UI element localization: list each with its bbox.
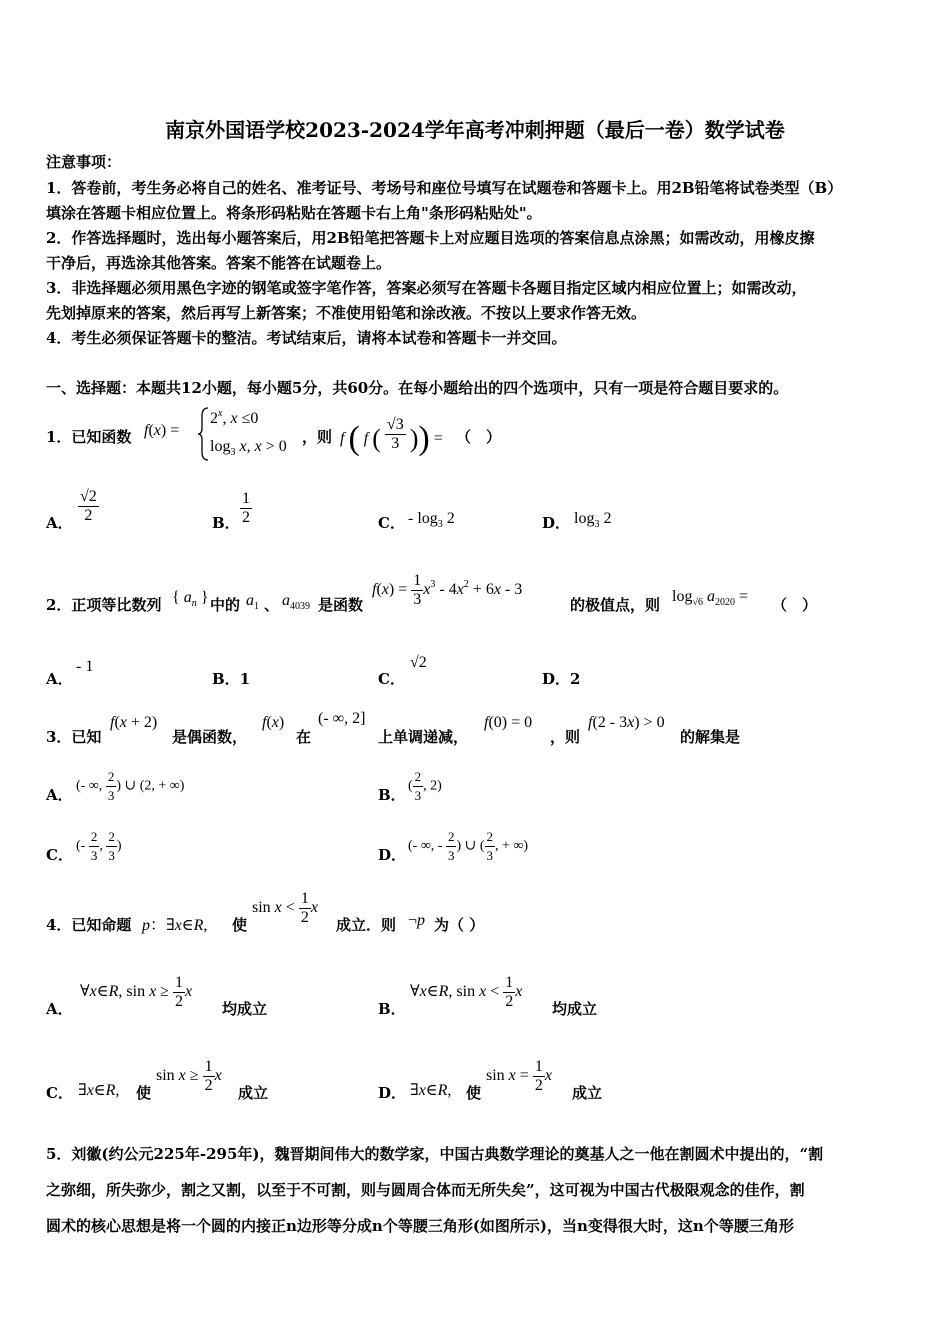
q4-option-b-label: B． [378, 1000, 406, 1018]
notice-line: 先划掉原来的答案，然后再写上新答案；不准使用铅笔和涂改液。不按以上要求作答无效。 [46, 304, 647, 322]
q3-text: 在 [296, 728, 312, 746]
page-title: 南京外国语学校2023-2024学年高考冲刺押题（最后一卷）数学试卷 [165, 118, 785, 142]
q3-f0: f(0) = 0 [484, 714, 533, 731]
q2-stem-pre: 2．正项等比数列 [46, 596, 162, 614]
q4-option-a-label: A． [46, 1000, 73, 1018]
q1-option-c: - $\log_3 2$ [408, 510, 455, 530]
q4-answer-blank: 为（ ） [434, 916, 485, 934]
q4-option-d: sin x = $\frac{1}{2}$ x [486, 1058, 552, 1094]
q3-fx2: f(x + 2) [110, 714, 158, 731]
q3-text: 是偶函数， [172, 728, 248, 746]
q2-option-c: √2 [410, 654, 427, 671]
q1-formula: f(x) = [144, 422, 180, 439]
q2-sequence: { $a_n$ } [172, 589, 209, 609]
q4-inequality: sin x < $\frac{1}{2}$ x [252, 890, 318, 926]
q4-option-c-mid: 使 [136, 1084, 152, 1102]
q3-option-b: ( $\frac{2}{3}$ , 2) [408, 769, 442, 803]
q4-text: 使 [232, 916, 248, 934]
q4-option-d-post: 成立 [572, 1084, 603, 1102]
q3-text: 的解集是 [680, 728, 741, 746]
q1-option-b: $\frac{1}{2}$ [242, 490, 250, 526]
q3-option-a: (- ∞, $\frac{2}{3}$ ) ∪ (2, + ∞) [76, 769, 185, 803]
q2-answer-blank: （ ） [772, 596, 818, 614]
q2-log-expression: $\log_{√6} a_{2020}$ = [672, 588, 748, 608]
q2-text: 、 [264, 596, 280, 614]
q3-text: ，则 [550, 728, 581, 746]
q1-option-b-label: B． [212, 514, 240, 532]
q1-piece-1: 2$^x$, x ≤0 [210, 408, 259, 427]
q1-option-d-label: D． [542, 514, 571, 532]
q1-brace-icon [196, 406, 210, 462]
q1-stem-pre: 1．已知函数 [46, 428, 132, 446]
section-heading: 一、选择题：本题共12小题，每小题5分，共60分。在每小题给出的四个选项中，只有一项是符合题目要求的。 [46, 379, 789, 397]
q4-option-c: sin x ≥ $\frac{1}{2}$ x [156, 1058, 222, 1094]
q3-interval: (- ∞, 2] [318, 710, 366, 727]
q3-option-c: (- $\frac{2}{3}$ , $\frac{2}{3}$ ) [76, 829, 122, 863]
q1-option-a-label: A． [46, 514, 73, 532]
q3-option-a-label: A． [46, 786, 73, 804]
q4-option-d-mid: 使 [466, 1084, 482, 1102]
notice-line: 2．作答选择题时，选出每小题答案后，用2B铅笔把答题卡上对应题目选项的答案信息点涂黑；如需改动，用橡皮擦 [46, 229, 815, 247]
notice-line: 干净后，再选涂其他答案。答案不能答在试题卷上。 [46, 254, 392, 272]
q1-piece-2: $\log_3 x$, x > 0 [210, 438, 287, 458]
q3-text: 上单调递减， [378, 728, 469, 746]
q4-proposition: p：∃x∈R, [142, 917, 208, 934]
q4-option-a-post: 均成立 [222, 1000, 268, 1018]
q2-option-b: B．1 [212, 670, 251, 688]
q2-text: 的极值点，则 [570, 596, 661, 614]
notice-line: 1．答卷前，考生务必将自己的姓名、准考证号、考场号和座位号填写在试题卷和答题卡上。用2B铅笔将试卷类型（B） [46, 179, 843, 197]
q2-term-a4039: $a_{4039}$ [282, 592, 310, 612]
q5-line: 圆术的核心思想是将一个圆的内接正n边形等分成n个等腰三角形(如图所示)，当n变得很大时，这n个等腰三角形 [46, 1217, 794, 1235]
q4-option-c-quant: ∃x∈R, [78, 1082, 120, 1099]
q2-function: f(x) = $\frac{1}{3}$ $x^3 - 4x^2 + 6x - 3$ [372, 572, 523, 608]
q1-option-a: $\frac{√2}{2}$ [80, 488, 97, 524]
q2-option-c-label: C． [378, 670, 405, 688]
q3-option-b-label: B． [378, 786, 406, 804]
q3-inequality: f(2 - 3x) > 0 [588, 714, 665, 731]
q3-option-d-label: D． [378, 846, 407, 864]
q4-text: 成立．则 [336, 916, 397, 934]
q3-option-d: (- ∞, - $\frac{2}{3}$ ) ∪ ( $\frac{2}{3}$ , + ∞) [408, 829, 529, 863]
q1-option-c-label: C． [378, 514, 405, 532]
q4-negation: ¬p [408, 912, 426, 929]
q3-stem-pre: 3．已知 [46, 728, 102, 746]
q1-nested: f ( f ( $\frac{√3}{3}$ )) = [340, 415, 443, 457]
q2-option-a: - 1 [76, 658, 94, 675]
q4-option-c-post: 成立 [238, 1084, 269, 1102]
q4-option-b-post: 均成立 [552, 1000, 598, 1018]
q4-option-d-label: D． [378, 1084, 407, 1102]
q2-text: 中的 [210, 596, 241, 614]
q4-option-c-label: C． [46, 1084, 73, 1102]
q1-answer-blank: （ ） [456, 428, 502, 446]
q4-stem-pre: 4．已知命题 [46, 916, 132, 934]
notice-heading: 注意事项： [46, 153, 122, 171]
q4-option-b: ∀x∈R, sin x < $\frac{1}{2}$ x [410, 974, 523, 1010]
q2-option-a-label: A． [46, 670, 73, 688]
q1-option-d: $\log_3 2$ [574, 510, 612, 530]
notice-line: 填涂在答题卡相应位置上。将条形码粘贴在答题卡右上角"条形码粘贴处"。 [46, 204, 542, 222]
q2-option-d: D．2 [542, 670, 581, 688]
notice-line: 3．非选择题必须用黑色字迹的钢笔或签字笔作答，答案必须写在答题卡各题目指定区域内相应位置上；如需改动， [46, 279, 807, 297]
q5-line: 之弥细，所失弥少，割之又割，以至于不可割，则与圆周合体而无所失矣”，这可视为中国古代极限观念的佳作，割 [46, 1181, 805, 1199]
q1-stem-mid: ，则 [302, 428, 333, 446]
notice-line: 4．考生必须保证答题卡的整洁。考试结束后，请将本试卷和答题卡一并交回。 [46, 329, 567, 347]
q3-fx: f(x) [262, 714, 285, 731]
q5-line: 5．刘徽(约公元225年-295年)，魏晋期间伟大的数学家，中国古典数学理论的奠基人之一他在割圆术中提出的，“割 [46, 1145, 824, 1163]
q4-option-d-quant: ∃x∈R, [410, 1082, 452, 1099]
q4-option-a: ∀x∈R, sin x ≥ $\frac{1}{2}$ x [80, 974, 193, 1010]
q2-text: 是函数 [318, 596, 364, 614]
q3-option-c-label: C． [46, 846, 73, 864]
q2-term-a1: $a_1$ [246, 592, 259, 612]
